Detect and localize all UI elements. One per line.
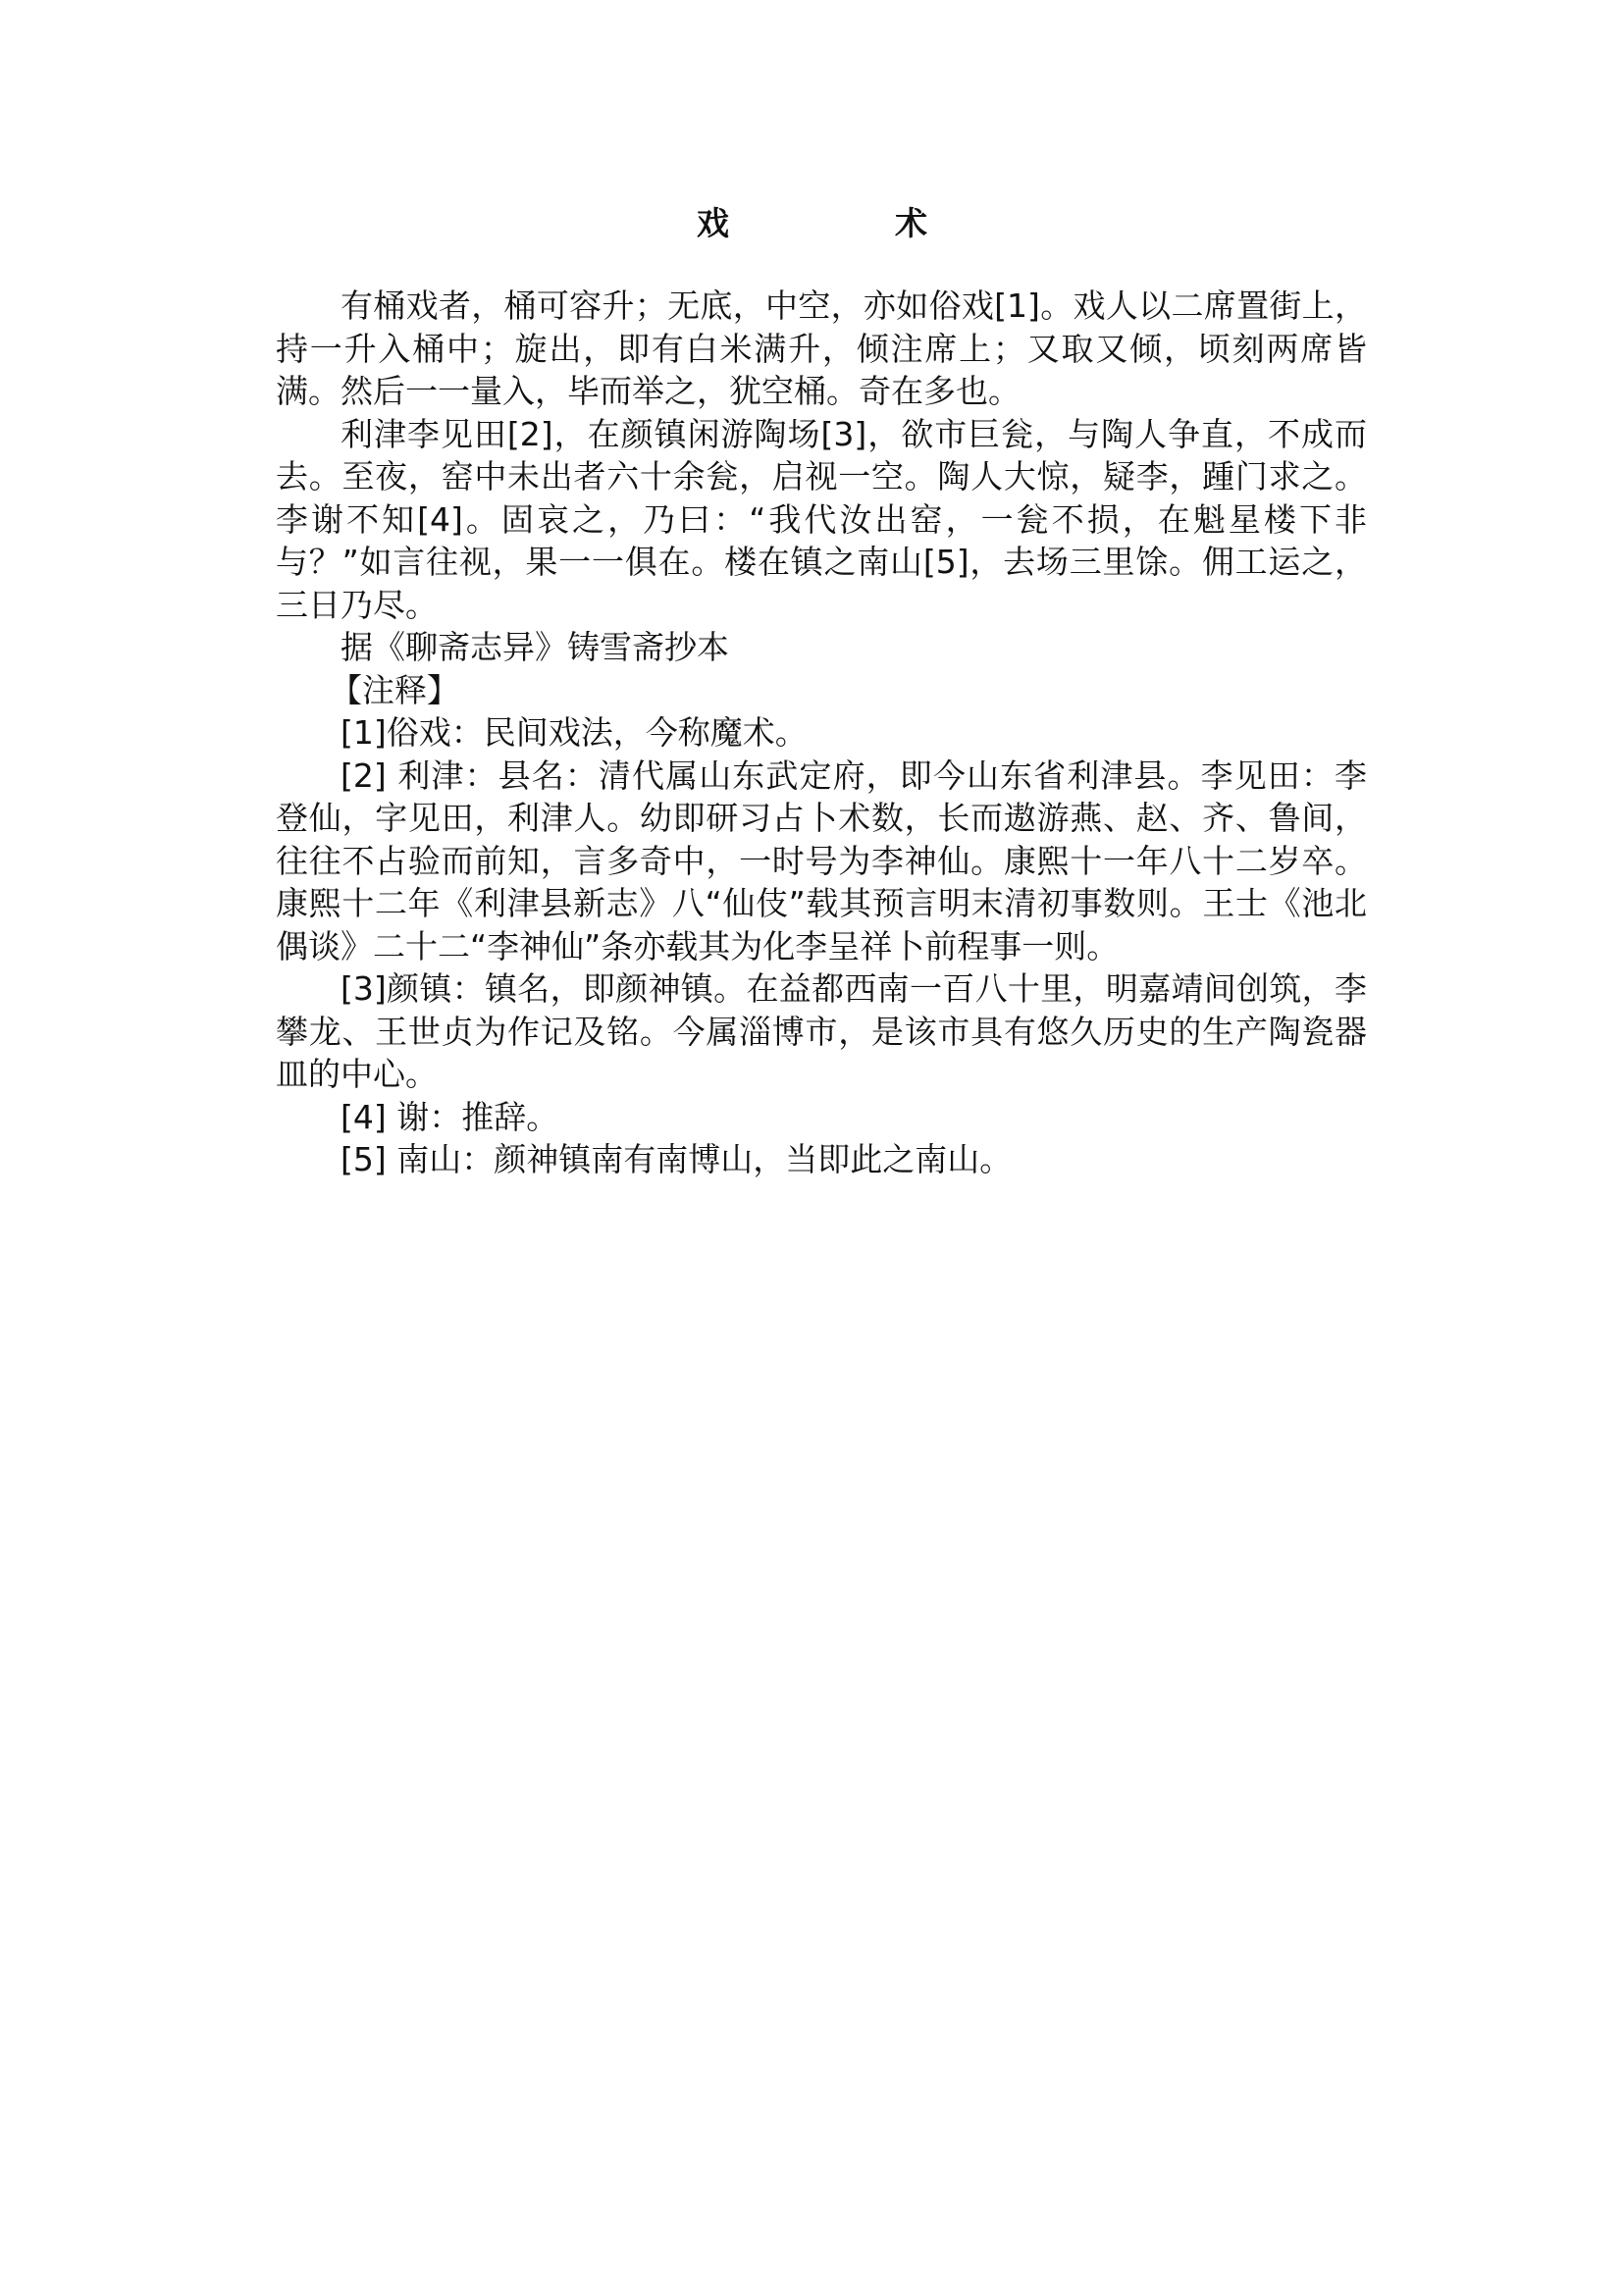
notes-heading: 【注释】 xyxy=(330,670,459,709)
document-body xyxy=(276,285,1367,1181)
note-1: [1]俗戏：民间戏法，今称魔术。 xyxy=(341,713,808,752)
note-2: [2] 利津：县名：清代属山东武定府，即今山东省利津县。李见田：李登仙，字见田，利津人。幼即研习占卜术数，长而遨游燕、赵、齐、鲁间，往往不占验而前知，言多奇中，一时号为李神仙。康熙十一年八十二岁卒。康熙十二年《利津县新志》八“仙伎”载其预言明末清初事数则。王士《池北偶谈》二十二“李神仙”条亦载其为化李呈祥卜前程事一则。 xyxy=(276,756,1367,965)
note-5: [5] 南山：颜神镇南有南博山，当即此之南山。 xyxy=(341,1140,1013,1178)
document-title: 戏 术 xyxy=(697,204,994,242)
note-4: [4] 谢：推辞。 xyxy=(341,1097,559,1136)
note-3: [3]颜镇：镇名，即颜神镇。在益都西南一百八十里，明嘉靖间创筑，李攀龙、王世贞为作记及铭。今属淄博市，是该市具有悠久历史的生产陶瓷器皿的中心。 xyxy=(276,969,1367,1093)
story-paragraph-1: 有桶戏者，桶可容升；无底，中空，亦如俗戏[1]。戏人以二席置街上，持一升入桶中；旋出，即有白米满升，倾注席上；又取又倾，顷刻两席皆满。然后一一量入，毕而举之，犹空桶。奇在多也。 xyxy=(276,287,1367,410)
story-paragraph-2: 利津李见田[2]，在颜镇闲游陶场[3]，欲市巨瓮，与陶人争直，不成而去。至夜，窑中未出者六十余瓮，启视一空。陶人大惊，疑李，踵门求之。李谢不知[4]。固哀之，乃曰：“我代汝出窑，一瓮不损，在魁星楼下非与？”如言往视，果一一俱在。楼在镇之南山[5]，去场三里馀。佣工运之，三日乃尽。 xyxy=(276,414,1367,624)
source-line: 据《聊斋志异》铸雪斋抄本 xyxy=(341,628,729,666)
